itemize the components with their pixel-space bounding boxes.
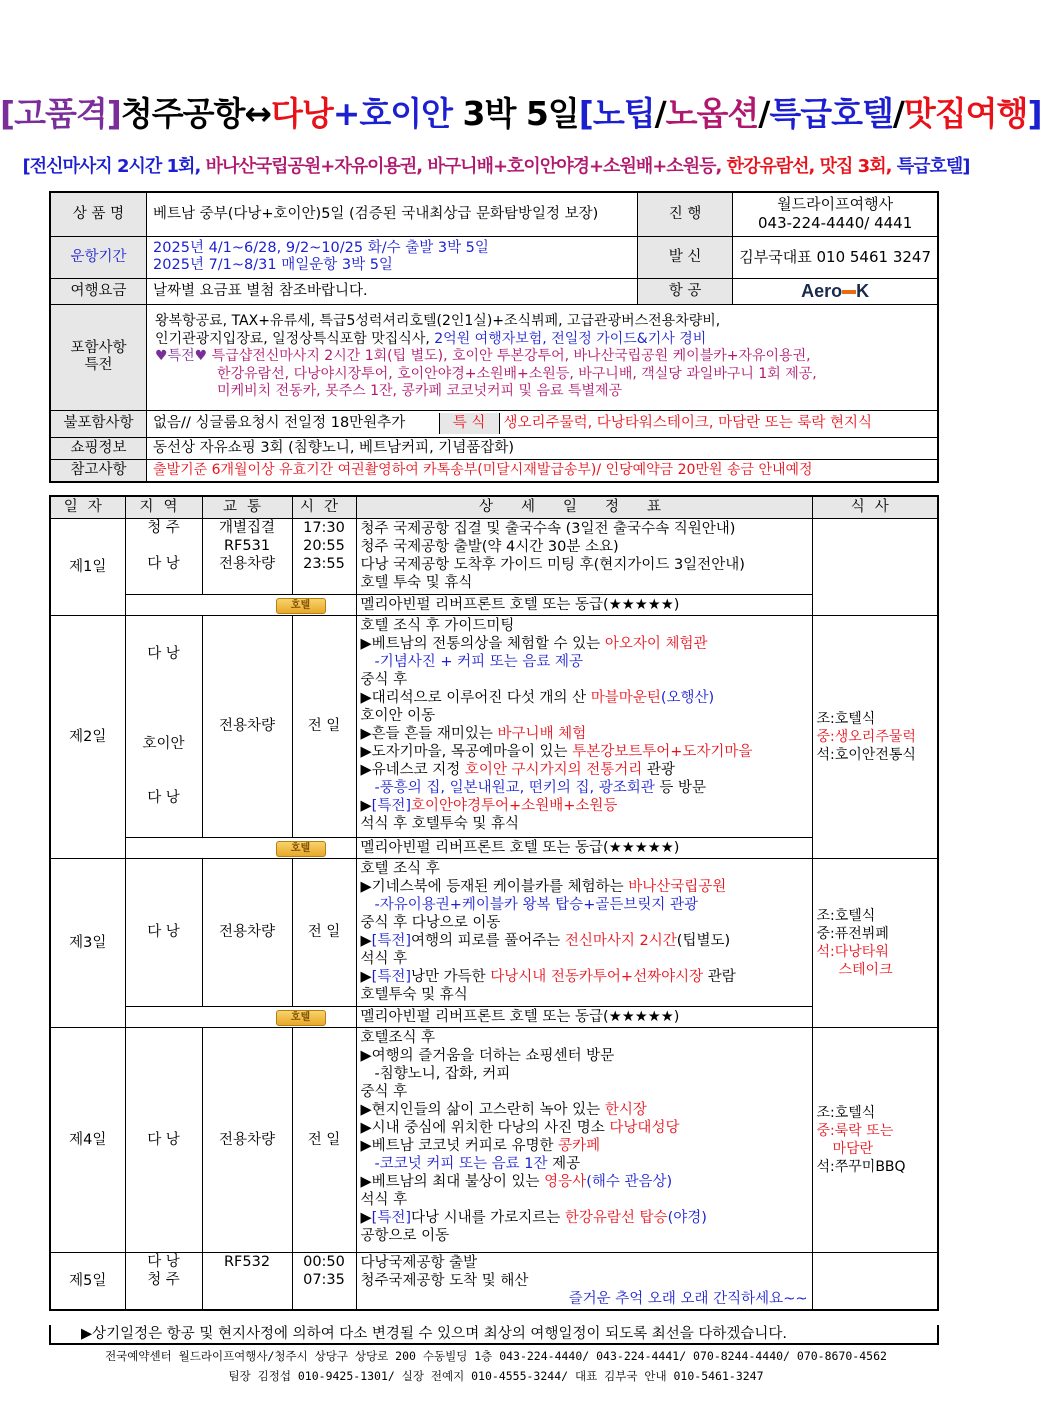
day2-hotel: 멜리아빈펄 리버프론트 호텔 또는 동급(★★★★★): [356, 837, 812, 858]
itinerary-notice: ▶상기일정은 항공 및 현지사정에 의하여 다소 변경될 수 있으며 최상의 여행일정이 되도록 최선을 다하겠습니다.: [49, 1325, 939, 1345]
period-label: 운항기간: [50, 236, 147, 278]
day4-time: 전 일: [292, 1027, 356, 1252]
day5-times: 00:50 07:35: [292, 1252, 356, 1310]
day3-hotel: 멜리아빈펄 리버프론트 호텔 또는 동급(★★★★★): [356, 1006, 812, 1027]
period-value: 2025년 4/1~6/28, 9/2~10/25 화/수 출발 3박 5일 2025년 7/1~8/31 매일운항 3박 5일: [147, 236, 638, 278]
col-time: 시간: [292, 496, 356, 518]
sender-label: 발 신: [637, 236, 732, 278]
day2-time: 전 일: [292, 615, 356, 837]
sender-value: 김부국대표 010 5461 3247: [733, 236, 938, 278]
day1-hotel: 멜리아빈펄 리버프론트 호텔 또는 동급(★★★★★): [356, 594, 812, 615]
page-title: [고품격]청주공항↔다낭+호이안 3박 5일[노팁/노옵션/특급호텔/맛집여행]: [0, 94, 1042, 133]
day1-meals: [812, 518, 938, 615]
col-transport: 교통: [202, 496, 292, 518]
day5-regions: 다 낭 청 주: [125, 1252, 202, 1310]
fare-value: 날짜별 요금표 별첨 참조바랍니다.: [147, 278, 638, 304]
col-meals: 식사: [812, 496, 938, 518]
day1-regions: 청 주 다 낭: [125, 518, 202, 594]
special-meal-value: 생오리주물럭, 다낭타워스테이크, 마담란 또는 룩락 현지식: [503, 415, 872, 431]
day4-transport: 전용차량: [202, 1027, 292, 1252]
table-row: [50, 1006, 938, 1027]
day5-transport: RF532: [202, 1252, 292, 1310]
day2-regions: 다 낭 호이안 다 낭: [125, 615, 202, 837]
table-row: [50, 837, 938, 858]
day4-details: 호텔조식 후 ▶여행의 즐거움을 더하는 쇼핑센터 방문 -침향노니, 잡화, 커피 중식 후 ▶현지인들의 삶이 고스란히 녹아 있는 한시장 ▶시내 중심에 위치한 다낭의 사진 명소 다낭대성당 ▶베트남 코코넛 커피로 유명한 콩카페 -코코넛 커피 또는 음료 1잔 제공 ▶베트남의 최대 불상이 있는 영응사(해수 관음상) 석식 후 ▶[특전]다낭 시내를 가로지르는 한강유람선 탑승(야경) 공항으로 이동: [356, 1027, 812, 1252]
special-meal-label: 특 식: [439, 413, 499, 434]
day2-details: 호텔 조식 후 가이드미팅 ▶베트남의 전통의상을 체험할 수 있는 아오자이 체험관 -기념사진 + 커피 또는 음료 제공 중식 후 ▶대리석으로 이루어진 다섯 개의 산 마블마운틴(오행산) 호이안 이동 ▶흔들 흔들 재미있는 바구니배 체험 ▶도자기마을, 목공예마을이 있는 투본강보트투어+도자기마을 ▶유네스코 지정 호이안 구시가지의 전통거리 관광 -풍흥의 집, 일본내원교, 떤키의 집, 광조회관 등 방문 ▶[특전]호이안야경투어+소원배+소원등 석식 후 호텔투숙 및 휴식: [356, 615, 812, 837]
day2-meals: 조:호텔식 중:생오리주물럭 석:호이안전통식: [812, 615, 938, 858]
shopping-label: 쇼핑정보: [50, 437, 147, 459]
col-day: 일자: [50, 496, 125, 518]
shopping-value: 동선상 자유쇼핑 3회 (침향노니, 베트남커피, 기념품잡화): [147, 437, 938, 459]
footer-contact-1: 전국예약센터 월드라이프여행사/청주시 상당구 상당로 200 수동빌딩 1층 043-224-4440/ 043-224-4441/ 070-8244-4440/ 070-8670-4562: [105, 1349, 887, 1363]
day3-meals: 조:호텔식 중:퓨전뷔페 석:다낭타워 스테이크: [812, 858, 938, 1027]
agency-cell: [733, 192, 938, 236]
progress-label: 진 행: [637, 192, 732, 236]
day1-transport: 개별집결 RF531 전용차량: [202, 518, 292, 594]
table-row: [50, 594, 938, 615]
table-row: [50, 518, 938, 594]
day5-meals: [812, 1252, 938, 1310]
day1-label: 제1일: [50, 518, 125, 615]
exclusions-label: 불포함사항: [50, 410, 147, 437]
farewell-message: 즐거운 추억 오래 오래 간직하세요~~: [568, 1290, 808, 1307]
day1-times: 17:30 20:55 23:55: [292, 518, 356, 594]
day1-details: 청주 국제공항 집결 및 출국수속 (3일전 출국수속 직원안내) 청주 국제공항 출발(약 4시간 30분 소요) 다낭 국제공항 도착후 가이드 미팅 후(현지가이드 3일전안내) 호텔 투숙 및 휴식: [356, 518, 812, 594]
product-info-table: [49, 191, 939, 483]
airline-logo: Aero K: [733, 278, 938, 304]
day4-region: 다 낭: [125, 1027, 202, 1252]
hotel-icon: 호텔: [276, 598, 326, 614]
day4-meals: 조:호텔식 중:룩락 또는 마담란 석:쭈꾸미BBQ: [812, 1027, 938, 1252]
inclusions-label: 포함사항 특전: [50, 304, 147, 410]
table-row: [50, 1252, 938, 1310]
day3-transport: 전용차량: [202, 858, 292, 1006]
inclusions-value: 왕복항공료, TAX+유류세, 특급5성럭셔리호텔(2인1실)+조식뷔페, 고급관광버스전용차량비, 인기관광지입장료, 일정상특식포함 맛집식사, 2억원 여행자보험, 전일정 가이드&기사 경비 ♥특전♥ 특급샵전신마사지 2시간 1회(팁 별도), 호이안 투본강투어, 바나산국립공원 케이블카+자유이용권, 한강유람선, 다낭야시장투어, 호이안야경+소원배+소원등, 바구니배, 객실당 과일바구니 1회 제공, 미케비치 전동카, 못주스 1잔, 콩카페 코코넛커피 및 음료 특별제공: [147, 304, 938, 410]
reference-value: 출발기준 6개월이상 유효기간 여권촬영하여 카톡송부(미달시재발급송부)/ 인당예약금 20만원 송금 안내예정: [147, 459, 938, 482]
airline-label: 항 공: [637, 278, 732, 304]
day3-region: 다 낭: [125, 858, 202, 1006]
product-label: 상 품 명: [50, 192, 147, 236]
day3-time: 전 일: [292, 858, 356, 1006]
table-row: [50, 858, 938, 1006]
day4-label: 제4일: [50, 1027, 125, 1252]
page-subtitle: [전신마사지 2시간 1회, 바나산국립공원+자유이용권, 바구니배+호이안야경+소원배+소원등, 한강유람선, 맛집 3회, 특급호텔]: [22, 156, 970, 177]
day2-transport: 전용차량: [202, 615, 292, 837]
col-details: 상세일정표: [356, 496, 812, 518]
exclusions-row: 없음// 싱글룸요청시 전일정 18만원추가 특 식 생오리주물럭, 다낭타워스테이크, 마담란 또는 룩락 현지식: [147, 410, 938, 437]
day3-label: 제3일: [50, 858, 125, 1027]
day2-label: 제2일: [50, 615, 125, 858]
fare-label: 여행요금: [50, 278, 147, 304]
itinerary-table: [49, 495, 939, 1311]
table-row: [50, 1027, 938, 1252]
hotel-icon: 호텔: [276, 1010, 326, 1026]
day5-label: 제5일: [50, 1252, 125, 1310]
day5-details: 다낭국제공항 출발 청주국제공항 도착 및 해산 즐거운 추억 오래 오래 간직하세요~~: [356, 1252, 812, 1310]
col-region: 지역: [125, 496, 202, 518]
agency-phone: 043-224-4440/ 4441: [758, 214, 913, 233]
table-row: [50, 615, 938, 837]
reference-label: 참고사항: [50, 459, 147, 482]
agency-name: 월드라이프여행사: [777, 195, 894, 214]
hotel-icon: 호텔: [276, 841, 326, 857]
product-value: 베트남 중부(다낭+호이안)5일 (검증된 국내최상급 문화탐방일정 보장): [147, 192, 638, 236]
day3-details: 호텔 조식 후 ▶기네스북에 등재된 케이블카를 체험하는 바나산국립공원 -자유이용권+케이블카 왕복 탑승+골든브릿지 관광 중식 후 다낭으로 이동 ▶[특전]여행의 피로를 풀어주는 전신마사지 2시간(팁별도) 석식 후 ▶[특전]낭만 가득한 다낭시내 전동카투어+선짜야시장 관람 호텔투숙 및 휴식: [356, 858, 812, 1006]
footer-contact-2: 팀장 김정섭 010-9425-1301/ 실장 전예지 010-4555-3244/ 대표 김부국 안내 010-5461-3247: [228, 1369, 764, 1383]
